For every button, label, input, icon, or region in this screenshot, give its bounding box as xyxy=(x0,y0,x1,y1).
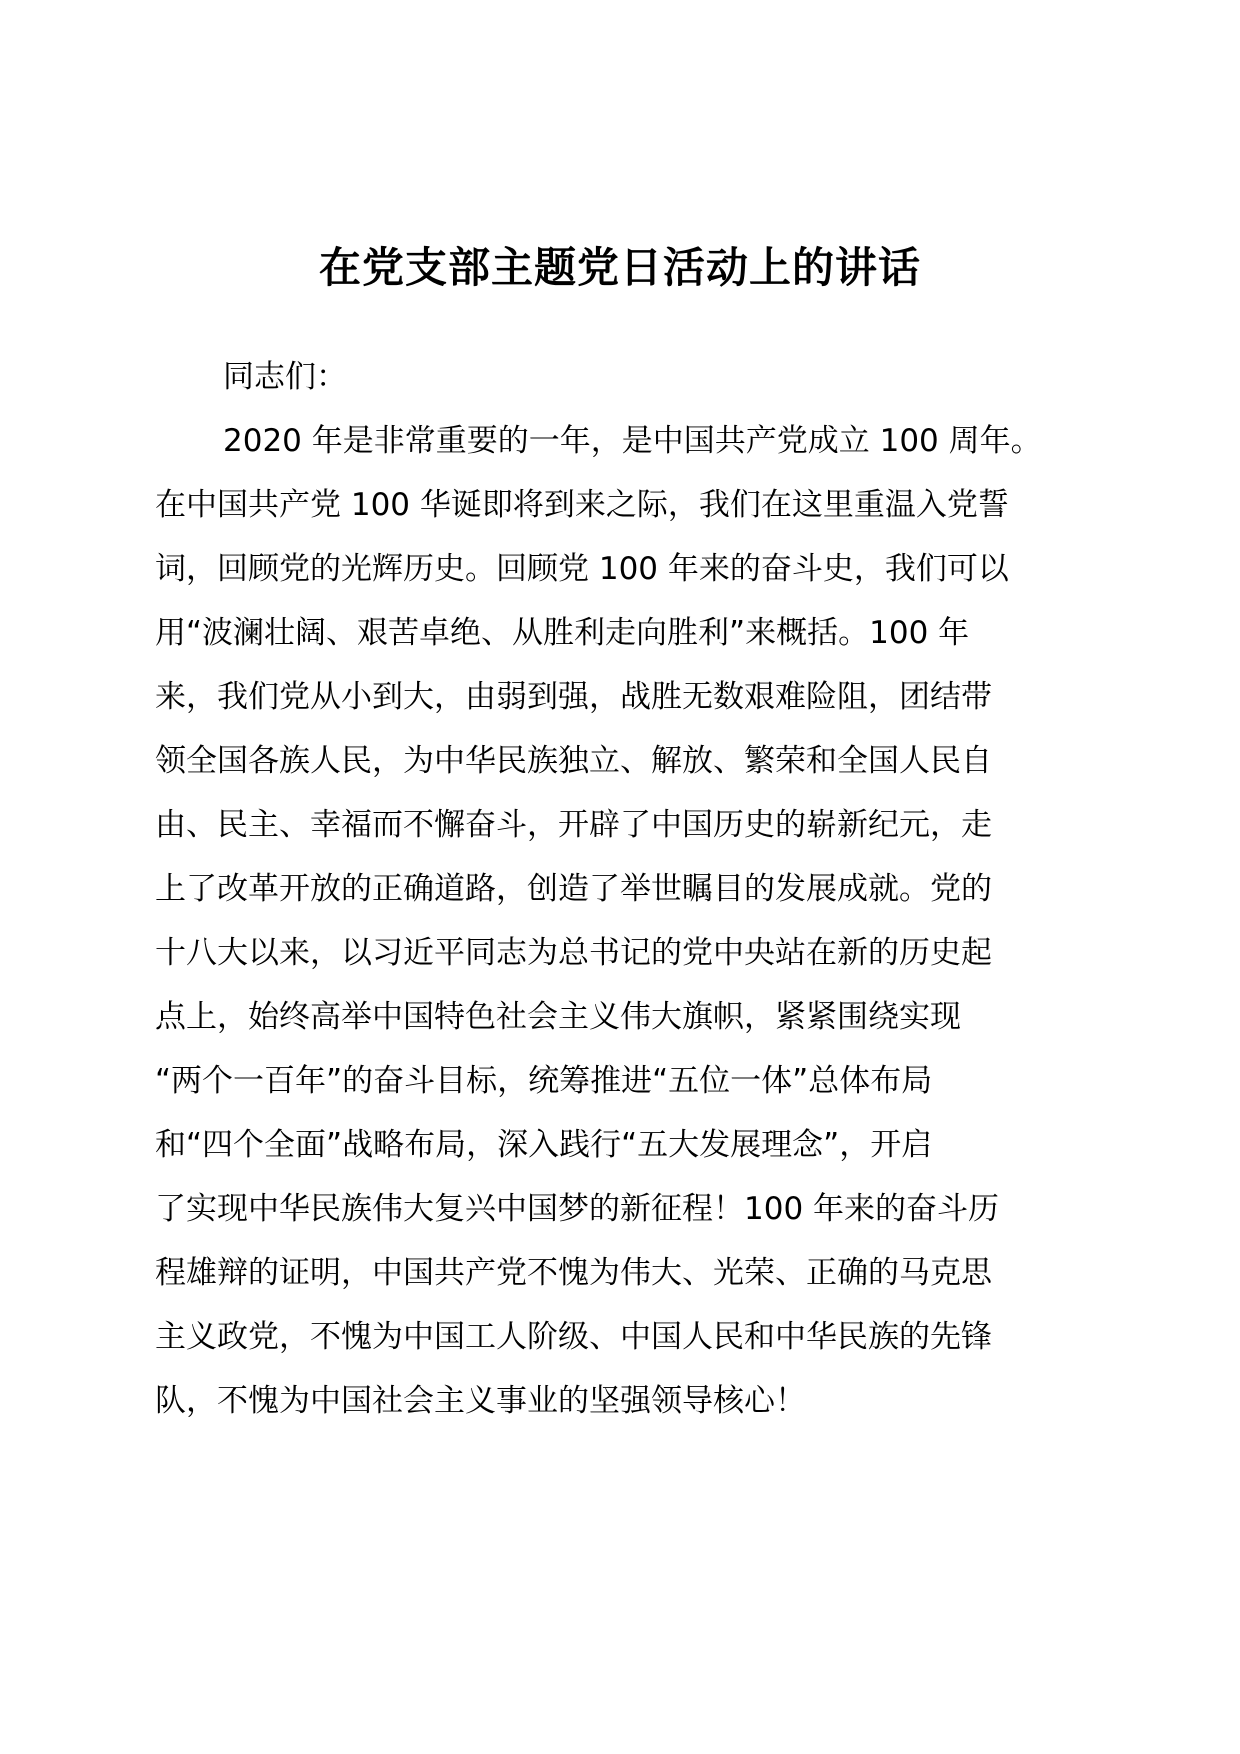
document-title: 在党支部主题党日活动上的讲话 xyxy=(318,243,921,292)
paragraph-line: 和“四个全面”战略布局，深入践行“五大发展理念”，开启 xyxy=(155,1127,933,1163)
paragraph-line: “两个一百年”的奋斗目标，统筹推进“五位一体”总体布局 xyxy=(155,1063,933,1099)
paragraph-line: 用“波澜壮阔、艰苦卓绝、从胜利走向胜利”来概括。100 年 xyxy=(155,615,970,651)
salutation: 同志们： xyxy=(223,359,347,395)
paragraph-line: 由、民主、幸福而不懈奋斗，开辟了中国历史的崭新纪元，走 xyxy=(155,807,992,843)
document-body xyxy=(155,345,1095,1433)
paragraph-line: 词，回顾党的光辉历史。回顾党 100 年来的奋斗史，我们可以 xyxy=(155,551,1009,587)
paragraph-line: 来，我们党从小到大，由弱到强，战胜无数艰难险阻，团结带 xyxy=(155,679,992,715)
paragraph-line: 程雄辩的证明，中国共产党不愧为伟大、光荣、正确的马克思 xyxy=(155,1255,992,1291)
paragraph-line: 在中国共产党 100 华诞即将到来之际，我们在这里重温入党誓 xyxy=(155,487,1009,523)
paragraph-line: 领全国各族人民，为中华民族独立、解放、繁荣和全国人民自 xyxy=(155,743,992,779)
paragraph-line: 队，不愧为中国社会主义事业的坚强领导核心！ xyxy=(155,1383,806,1419)
paragraph-line: 上了改革开放的正确道路，创造了举世瞩目的发展成就。党的 xyxy=(155,871,992,907)
paragraph-line: 十八大以来，以习近平同志为总书记的党中央站在新的历史起 xyxy=(155,935,992,971)
paragraph-line: 2020 年是非常重要的一年，是中国共产党成立 100 周年。 xyxy=(223,423,1042,459)
paragraph-line: 了实现中华民族伟大复兴中国梦的新征程！100 年来的奋斗历 xyxy=(155,1191,1000,1227)
paragraph-line: 点上，始终高举中国特色社会主义伟大旗帜，紧紧围绕实现 xyxy=(155,999,961,1035)
paragraph-line: 主义政党，不愧为中国工人阶级、中国人民和中华民族的先锋 xyxy=(155,1319,992,1355)
